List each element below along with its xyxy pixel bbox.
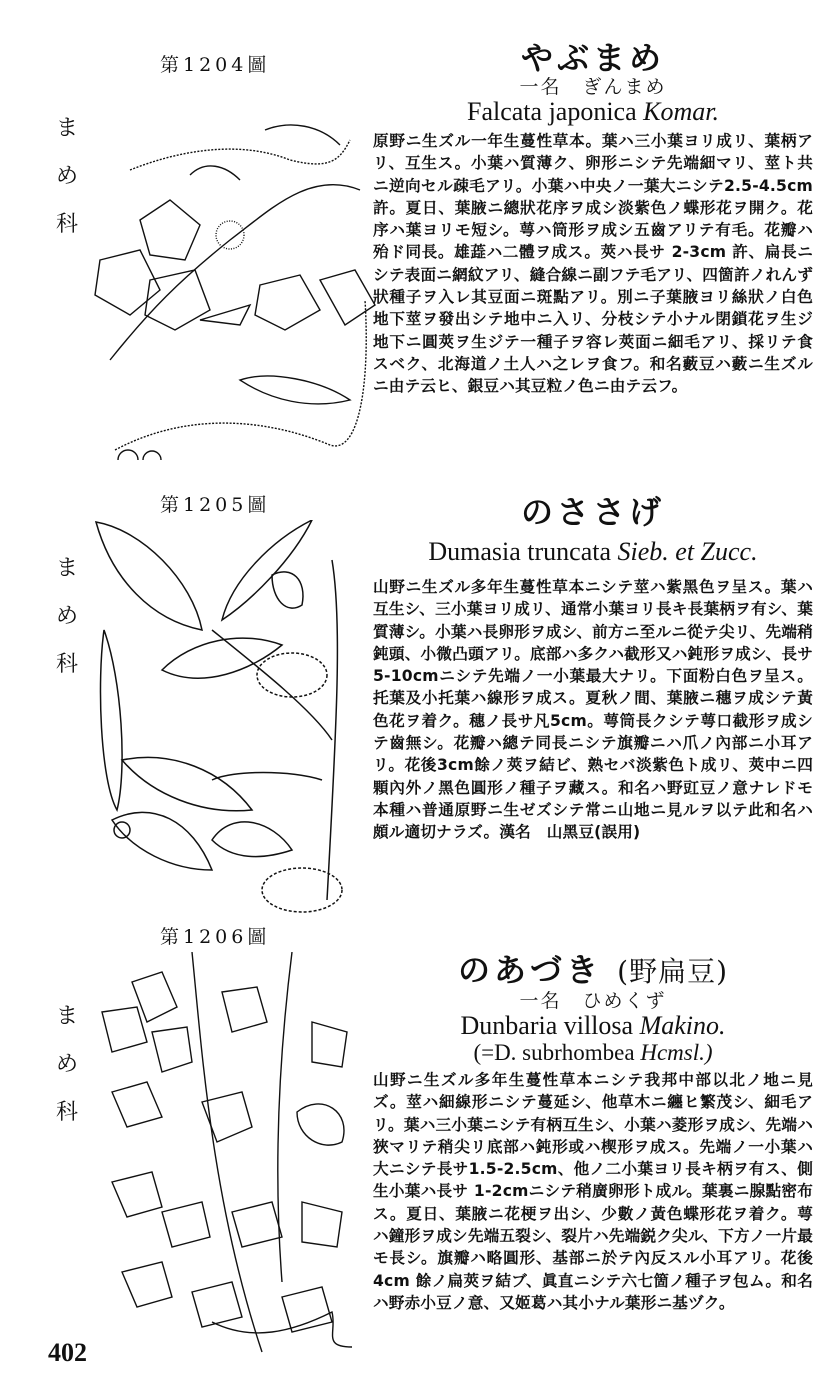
page-number: 402 (48, 1338, 87, 1367)
entry-text (373, 952, 813, 1314)
japanese-name (373, 494, 813, 530)
figure-label: 第1204圖 (160, 54, 271, 76)
family-char: め (55, 1052, 78, 1077)
synonym (373, 1040, 813, 1065)
synonym-author: Hcmsl.) (640, 1040, 713, 1065)
entry-text (373, 40, 813, 398)
japanese-name-kanji: (野扁豆) (617, 955, 728, 988)
scientific-name-binomial: Falcata japonica (467, 97, 637, 126)
description: 山野ニ生ズル多年生蔓性草本ニシテ莖ハ紫黑色ヲ呈ス。葉ハ互生シ、三小葉ヨリ成リ、通常小葉ヨリ長キ長葉柄ヲ有シ、葉質薄シ。小葉ハ長卵形ヲ成シ、前方ニ至ルニ從テ尖リ、先端稍鈍頭、小微凸頭アリ。底部ハ多クハ截形又ハ鈍形ヲ成シ、長サ5-10cmニシテ先端ノ一小葉最大ナリ。下面粉白色ヲ呈ス。托葉及小托葉ハ線形ヲ成ス。夏秋ノ間、葉腋ニ穗ヲ成シテ黃色花ヲ着ク。穗ノ長サ凡5cm。萼筒長クシテ萼口截形ヲ成シテ齒無シ。花瓣ハ總テ同長ニシテ旗瓣ニハ爪ノ內部ニ小耳アリ。花後3cm餘ノ莢ヲ結ビ、熟セバ淡紫色ト成リ、莢中ニ四顆內外ノ黑色圓形ノ種子ヲ藏ス。和名ハ野豇豆ノ意ナレドモ本種ハ普通原野ニ生ゼズシテ常ニ山地ニ見ルヲ以テ此和名ハ頗ル適切ナラズ。漢名 山黑豆(誤用) (373, 578, 813, 842)
family-char: 科 (55, 652, 78, 677)
family-label (52, 1006, 82, 1124)
plant-illustration-dunbaria (92, 952, 362, 1357)
entry-text (373, 494, 813, 844)
scientific-name (373, 98, 813, 126)
description: 原野ニ生ズル一年生蔓性草本。葉ハ三小葉ヨリ成リ、葉柄アリ、互生ス。小葉ハ質薄ク、卵形ニシテ先端細マリ、莖ト共ニ逆向セル疎毛アリ。小葉ハ中央ノ一葉大ニシテ2.5-4.5cm許。夏日、葉腋ニ總狀花序ヲ成シ淡紫色ノ蝶形花ヲ開ク。花序ハ葉ヨリモ短シ。萼ハ筒形ヲ成シ五齒アリテ有毛。花瓣ハ殆ド同長。雄蕋ハ二體ヲ成ス。莢ハ長サ 2-3cm 許、扁長ニシテ表面ニ網紋アリ、縫合線ニ副フテ毛アリ、四箇許ノれんず狀種子ヲ入レ其豆面ニ斑點アリ。別ニ子葉腋ヨリ絲狀ノ白色地下莖ヲ發出シテ地中ニ入リ、分枝シテ小ナル閉鎖花ヲ生ジ地下ニ圓莢ヲ生ジテ一種子ヲ容レ莢面ニ細毛アリ、採リテ食スベク、北海道ノ土人ハ之レヲ食フ。和名藪豆ハ藪ニ生ズルニ由テ云ヒ、銀豆ハ其豆粒ノ色ニ由テ云フ。 (373, 132, 813, 396)
family-label (52, 558, 82, 676)
japanese-name-kana: やぶまめ (520, 39, 665, 77)
japanese-name (373, 40, 813, 76)
scientific-name-binomial: Dumasia truncata (428, 537, 612, 566)
family-char: ま (55, 556, 78, 581)
figure-label: 第1205圖 (160, 494, 271, 516)
family-label (52, 118, 82, 236)
family-char: め (55, 604, 78, 629)
japanese-name-kana: のあづき (457, 951, 602, 989)
scientific-name-author: Makino. (639, 1011, 726, 1040)
family-char: 科 (55, 1100, 78, 1125)
scientific-name (373, 538, 813, 566)
scientific-name-author: Komar. (643, 97, 719, 126)
figure-label: 第1206圖 (160, 926, 271, 948)
alternate-name: 一名 ぎんまめ (519, 76, 667, 98)
family-char: ま (55, 1004, 78, 1029)
scientific-name-binomial: Dunbaria villosa (460, 1011, 634, 1040)
entry-1206 (0, 920, 840, 1340)
family-char: ま (55, 116, 78, 141)
plant-illustration-falcata (90, 80, 380, 460)
japanese-name-kana: のささげ (520, 493, 665, 531)
japanese-name (373, 952, 813, 990)
entry-1205 (0, 470, 840, 920)
plant-illustration-dumasia (92, 520, 362, 920)
entry-1204 (0, 0, 840, 470)
synonym-name: (=D. subrhombea (473, 1040, 635, 1065)
scientific-name (373, 1012, 813, 1040)
alternate-name: 一名 ひめくず (519, 990, 667, 1012)
description: 山野ニ生ズル多年生蔓性草本ニシテ我邦中部以北ノ地ニ見ズ。莖ハ細線形ニシテ蔓延シ、他草木ニ纏ヒ繁茂シ、細毛アリ。葉ハ三小葉ニシテ有柄互生シ、小葉ハ菱形ヲ成シ、先端ハ狹マリテ稍尖リ底部ハ鈍形或ハ楔形ヲ成ス。先端ノ一小葉ハ大ニシテ長サ1.5-2.5cm、他ノ二小葉ヨリ長キ柄ヲ有ス、側生小葉ハ長サ 1-2cmニシテ稍廣卵形ト成ル。葉裏ニ腺點密布ス。夏日、葉腋ニ花梗ヲ出シ、少數ノ黃色蝶形花ヲ着ク。萼ハ鐘形ヲ成シ先端五裂シ、裂片ハ先端鋭ク尖ル、下方ノ一片最モ長シ。旗瓣ハ略圓形、基部ニ於テ內反スル小耳アリ。花後 4cm 餘ノ扁莢ヲ結ブ、眞直ニシテ六七箇ノ種子ヲ包ム。和名ハ野赤小豆ノ意、又姬葛ハ其小ナル葉形ニ基ヅク。 (373, 1071, 813, 1312)
family-char: め (55, 164, 78, 189)
family-char: 科 (55, 212, 78, 237)
scientific-name-author: Sieb. et Zucc. (617, 537, 758, 566)
